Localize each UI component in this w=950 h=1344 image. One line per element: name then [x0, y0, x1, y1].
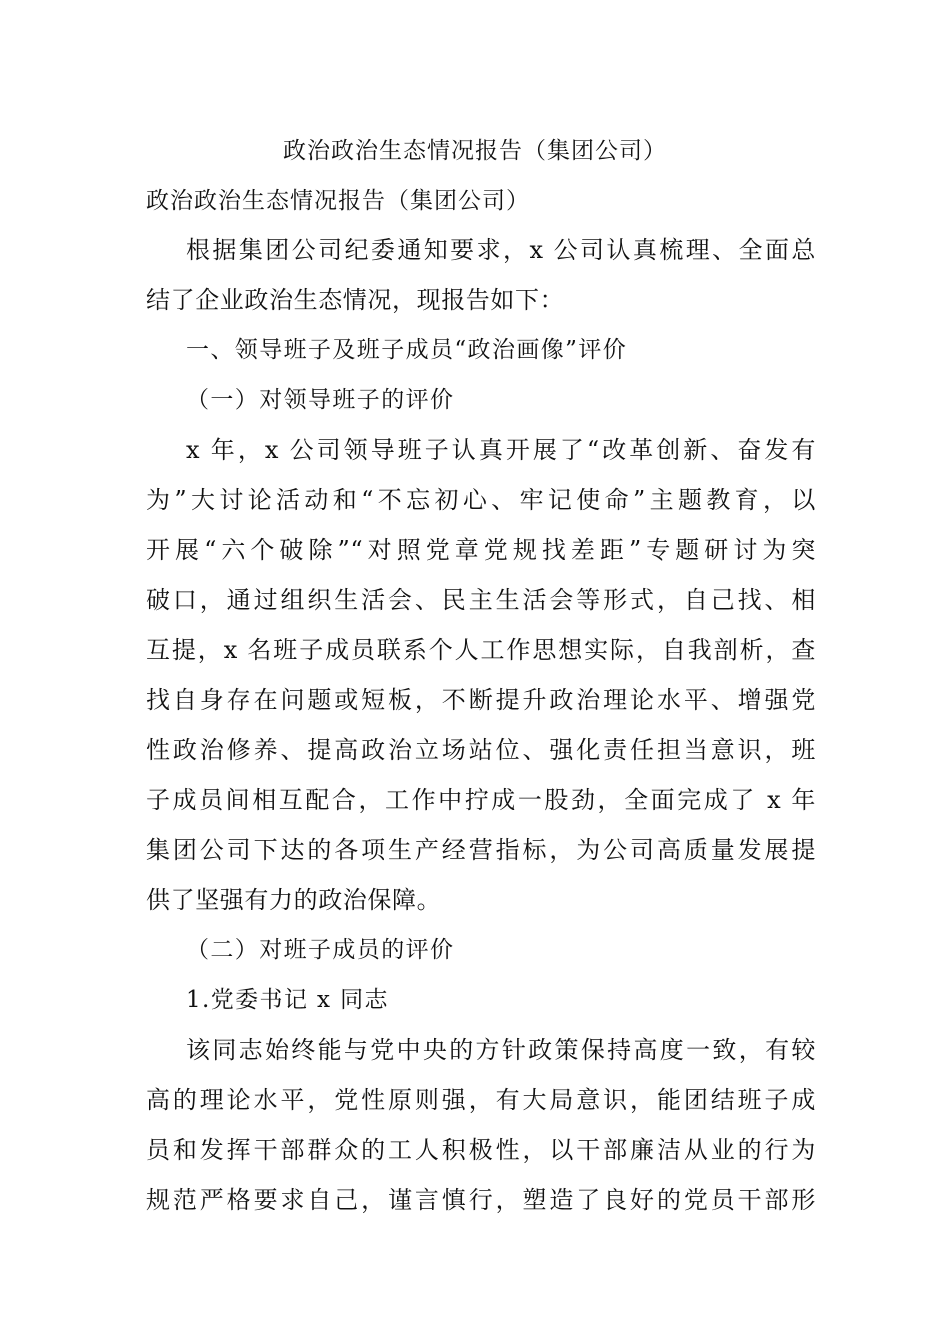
document-title: 政治政治生态情况报告（集团公司）: [283, 138, 667, 164]
paragraph-line: 规范严格要求自己，谨言慎行，塑造了良好的党员干部形: [146, 1186, 816, 1214]
document-subtitle: 政治政治生态情况报告（集团公司）: [146, 188, 530, 214]
paragraph-line: 开展“六个破除”“对照党章党规找差距”专题研讨为突: [146, 536, 816, 564]
subsection-heading: （二）对班子成员的评价: [186, 937, 455, 963]
paragraph-line: 子成员间相互配合，工作中拧成一股劲，全面完成了 x 年: [146, 786, 816, 814]
member-heading: 1.党委书记 x 同志: [186, 987, 389, 1013]
paragraph-line: 破口，通过组织生活会、民主生活会等形式，自己找、相: [146, 586, 816, 614]
paragraph-line: 该同志始终能与党中央的方针政策保持高度一致，有较: [186, 1036, 816, 1064]
paragraph-line: 供了坚强有力的政治保障。: [146, 886, 442, 914]
paragraph-line: 找自身存在问题或短板，不断提升政治理论水平、增强党: [146, 686, 816, 714]
paragraph-line: 性政治修养、提高政治立场站位、强化责任担当意识，班: [146, 736, 816, 764]
paragraph-line: 员和发挥干部群众的工人积极性，以干部廉洁从业的行为: [146, 1136, 816, 1164]
paragraph-line: 互提，x 名班子成员联系个人工作思想实际，自我剖析，查: [146, 636, 816, 664]
paragraph-line: 根据集团公司纪委通知要求，x 公司认真梳理、全面总: [186, 236, 816, 264]
paragraph-line: x 年，x 公司领导班子认真开展了“改革创新、奋发有: [186, 436, 816, 464]
paragraph-line: 集团公司下达的各项生产经营指标，为公司高质量发展提: [146, 836, 816, 864]
paragraph-line: 结了企业政治生态情况，现报告如下：: [146, 286, 565, 314]
paragraph-line: 为”大讨论活动和“不忘初心、牢记使命”主题教育，以: [146, 486, 816, 514]
section-heading: 一、领导班子及班子成员“政治画像”评价: [186, 337, 628, 363]
paragraph-line: 高的理论水平，党性原则强，有大局意识，能团结班子成: [146, 1086, 816, 1114]
subsection-heading: （一）对领导班子的评价: [186, 387, 455, 413]
